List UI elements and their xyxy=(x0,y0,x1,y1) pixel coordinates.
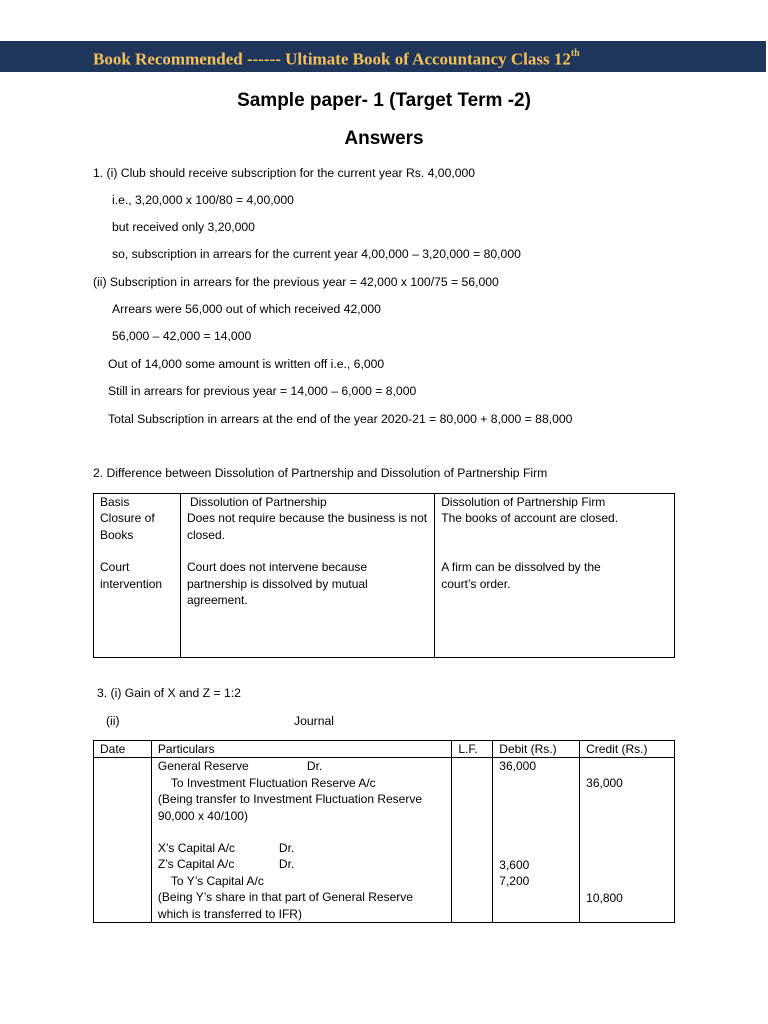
entry2-dr: Dr. xyxy=(278,841,295,856)
entry2-credit: 10,800 xyxy=(586,890,623,905)
partnership-cell: Court does not intervene because partnership is dissolved by mutual agreement. xyxy=(186,560,368,608)
table-header: Credit (Rs.) xyxy=(580,741,675,758)
banner-superscript: th xyxy=(570,48,580,59)
q1-line: i.e., 3,20,000 x 100/80 = 4,00,000 xyxy=(112,193,294,207)
q1-line: (ii) Subscription in arrears for the previous year = 42,000 x 100/75 = 56,000 xyxy=(93,275,499,289)
entry2-debit-account: X’s Capital A/c xyxy=(157,841,236,856)
entry2-credit-account: To Y’s Capital A/c xyxy=(170,873,264,888)
q1-line: Still in arrears for previous year = 14,000 – 6,000 = 8,000 xyxy=(108,384,417,398)
q1-line: Out of 14,000 some amount is written off i.e., 6,000 xyxy=(108,357,385,371)
q1-line: Arrears were 56,000 out of which received 42,000 xyxy=(112,302,381,316)
entry2-narration: (Being Y’s share in that part of General Reserve which is transferred to IFR) xyxy=(157,890,413,921)
date-cell xyxy=(94,758,152,923)
entry1-credit-account: To Investment Fluctuation Reserve A/c xyxy=(170,775,376,790)
q1-line: 1. (i) Club should receive subscription for the current year Rs. 4,00,000 xyxy=(93,166,476,180)
q1-line: 56,000 – 42,000 = 14,000 xyxy=(112,329,252,343)
entry2-dr: Dr. xyxy=(278,857,295,872)
partnership-cell: Does not require because the business is not closed. xyxy=(186,511,428,542)
entry1-debit: 36,000 xyxy=(499,759,536,774)
entry1-narration: (Being transfer to Investment Fluctuation Reserve 90,000 x 40/100) xyxy=(157,792,423,823)
banner-text: Book Recommended ------ Ultimate Book of Accountancy Class 12 xyxy=(93,49,571,69)
journal-table xyxy=(93,740,675,923)
firm-cell: A firm can be dissolved by the court’s order. xyxy=(441,560,601,591)
basis-cell: Court intervention xyxy=(100,560,163,591)
table-header: Dissolution of Partnership xyxy=(180,494,434,511)
dissolution-comparison-table xyxy=(93,493,675,658)
q1-line: Total Subscription in arrears at the end of the year 2020-21 = 80,000 + 8,000 = 88,000 xyxy=(108,412,573,426)
q2-heading: 2. Difference between Dissolution of Partnership and Dissolution of Partnership Firm xyxy=(93,466,548,480)
table-header: Debit (Rs.) xyxy=(493,741,580,758)
q1-line: so, subscription in arrears for the current year 4,00,000 – 3,20,000 = 80,000 xyxy=(112,247,521,261)
entry1-debit-account: General Reserve xyxy=(157,759,249,774)
table-header: Basis xyxy=(94,494,181,511)
credit-cell xyxy=(580,758,675,923)
debit-cell xyxy=(493,758,580,923)
journal-title: Journal xyxy=(294,714,334,728)
lf-cell xyxy=(452,758,493,923)
table-header: Particulars xyxy=(151,741,451,758)
table-row xyxy=(94,510,675,657)
basis-cell: Closure of Books xyxy=(100,511,155,542)
paper-title: Sample paper- 1 (Target Term -2) xyxy=(237,90,531,111)
entry1-credit: 36,000 xyxy=(586,775,623,790)
q1-line: but received only 3,20,000 xyxy=(112,220,255,234)
particulars-cell xyxy=(151,758,451,923)
firm-cell: The books of account are closed. xyxy=(441,511,619,526)
entry2-debit: 3,600 xyxy=(499,857,530,872)
table-row xyxy=(94,758,675,923)
q3-line: 3. (i) Gain of X and Z = 1:2 xyxy=(97,686,241,700)
answers-heading: Answers xyxy=(344,128,424,149)
book-recommendation-banner xyxy=(0,41,766,72)
entry2-debit: 7,200 xyxy=(499,874,530,889)
table-header: L.F. xyxy=(452,741,493,758)
entry1-dr: Dr. xyxy=(306,759,323,774)
q3-part: (ii) xyxy=(106,714,120,728)
table-header: Date xyxy=(94,741,152,758)
table-header: Dissolution of Partnership Firm xyxy=(435,494,675,511)
entry2-debit-account: Z’s Capital A/c xyxy=(157,857,235,872)
